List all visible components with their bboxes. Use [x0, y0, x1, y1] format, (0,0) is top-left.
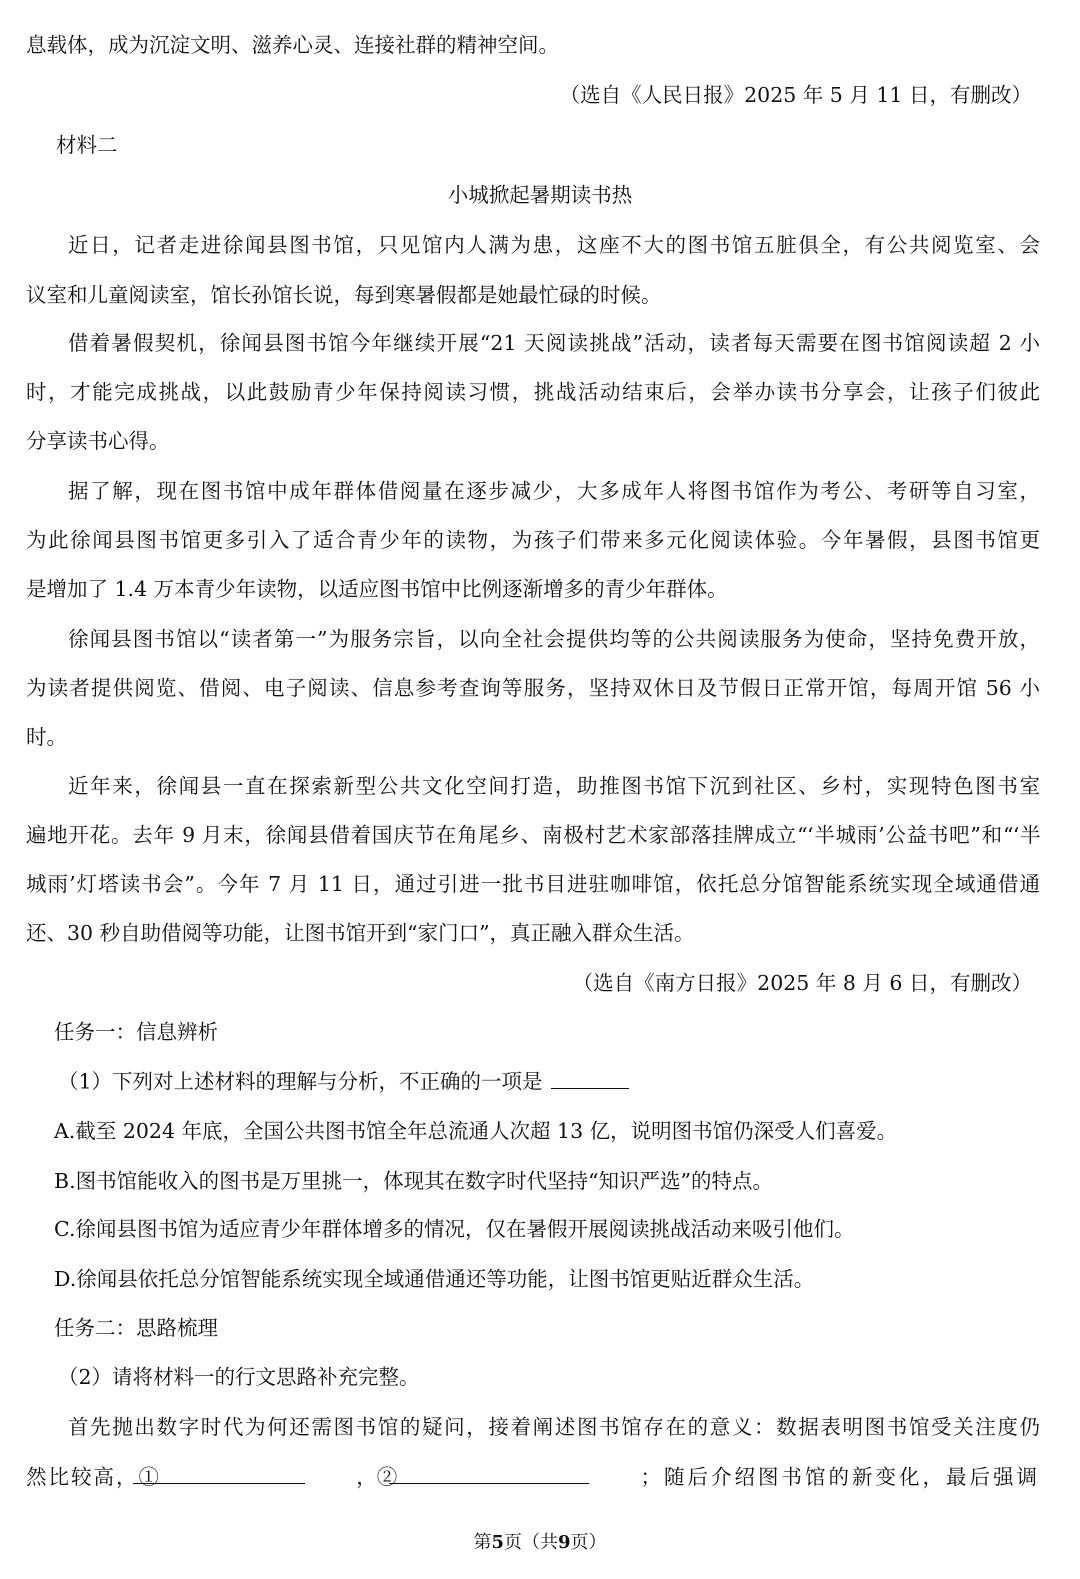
- text-line: 议室和儿童阅读室，馆长孙馆长说，每到寒暑假都是她最忙碌的时候。: [26, 283, 662, 307]
- question-text: （1）下列对上述材料的理解与分析，不正确的一项是: [58, 1069, 543, 1094]
- text-line: 是增加了 1.4 万本青少年读物，以适应图书馆中比例逐渐增多的青少年群体。: [26, 577, 728, 601]
- task-heading: 任务二：思路梳理: [54, 1316, 218, 1340]
- option-b: B.图书馆能收入的图书是万里挑一，体现其在数字时代坚持“知识严选”的特点。: [54, 1169, 774, 1193]
- task-heading: 任务一：信息辨析: [54, 1020, 218, 1044]
- option-c: C.徐闻县图书馆为适应青少年群体增多的情况，仅在暑假开展阅读挑战活动来吸引他们。: [54, 1217, 855, 1241]
- page-number: 5: [491, 1532, 504, 1553]
- text-fragment: ；随后介绍图书馆的新变化，最后强调: [640, 1464, 1040, 1489]
- section-heading: 材料二: [56, 133, 118, 157]
- page-footer: [0, 1530, 1080, 1556]
- article-title: 小城掀起暑期读书热: [447, 183, 633, 207]
- question-1: [58, 1066, 629, 1096]
- source-citation: （选自《人民日报》2025 年 5 月 11 日，有删改）: [559, 83, 1032, 107]
- text-line: 息载体，成为沉淀文明、滋养心灵、连接社群的精神空间。: [26, 33, 559, 57]
- text-line: 还、30 秒自助借阅等功能，让图书馆开到“家门口”，真正融入群众生活。: [26, 921, 695, 945]
- answer-blank-2[interactable]: [389, 1461, 589, 1484]
- text-line: 首先抛出数字时代为何还需图书馆的疑问，接着阐述图书馆存在的意义：数据表明图书馆受关注度仍: [68, 1415, 1040, 1439]
- footer-text: 页）: [570, 1532, 607, 1553]
- text-line: 徐闻县图书馆以“读者第一”为服务宗旨，以向全社会提供均等的公共阅读服务为使命，坚持免费开放，: [68, 627, 1040, 651]
- text-line: 据了解，现在图书馆中成年群体借阅量在逐步减少，大多成年人将图书馆作为考公、考研等自习室，: [68, 479, 1040, 503]
- text-line: 近日，记者走进徐闻县图书馆，只见馆内人满为患，这座不大的图书馆五脏俱全，有公共阅览室、会: [68, 233, 1040, 257]
- option-d: D.徐闻县依托总分馆智能系统实现全域通借通还等功能，让图书馆更贴近群众生活。: [54, 1267, 815, 1291]
- footer-text: 页（共: [504, 1532, 558, 1553]
- text-line: 近年来，徐闻县一直在探索新型公共文化空间打造，助推图书馆下沉到社区、乡村，实现特色图书室: [68, 774, 1040, 798]
- text-line: 借着暑假契机，徐闻县图书馆今年继续开展“21 天阅读挑战”活动，读者每天需要在图书馆阅读超 2 小: [68, 331, 1040, 355]
- source-citation: （选自《南方日报》2025 年 8 月 6 日，有删改）: [572, 971, 1032, 995]
- answer-blank[interactable]: [551, 1066, 629, 1089]
- answer-blank-1[interactable]: [133, 1461, 305, 1484]
- option-a: A.截至 2024 年底，全国公共图书馆全年总流通人次超 13 亿，说明图书馆仍深受人们喜爱。: [54, 1119, 898, 1143]
- question-2-blanks-line: [26, 1461, 1040, 1491]
- total-pages: 9: [558, 1532, 571, 1553]
- text-line: 城雨’灯塔读书会”。今年 7 月 11 日，通过引进一批书目进驻咖啡馆，依托总分馆智能系统实现全域通借通: [26, 872, 1040, 896]
- text-line: 时。: [26, 725, 67, 749]
- text-line: 分享读书心得。: [26, 429, 170, 453]
- text-line: 时，才能完成挑战，以此鼓励青少年保持阅读习惯，挑战活动结束后，会举办读书分享会，让孩子们彼此: [26, 380, 1040, 404]
- text-fragment: ，②: [356, 1464, 398, 1489]
- text-line: 为此徐闻县图书馆更多引入了适合青少年的读物，为孩子们带来多元化阅读体验。今年暑假，县图书馆更: [26, 528, 1040, 552]
- footer-text: 第: [473, 1532, 492, 1553]
- question-2: （2）请将材料一的行文思路补充完整。: [58, 1365, 420, 1389]
- text-fragment: 然比较高，①: [26, 1464, 161, 1489]
- text-line: 遍地开花。去年 9 月末，徐闻县借着国庆节在角尾乡、南极村艺术家部落挂牌成立“‘半城雨’公益书吧”和“‘半: [26, 823, 1040, 847]
- text-line: 为读者提供阅览、借阅、电子阅读、信息参考查询等服务，坚持双休日及节假日正常开馆，每周开馆 56 小: [26, 676, 1040, 700]
